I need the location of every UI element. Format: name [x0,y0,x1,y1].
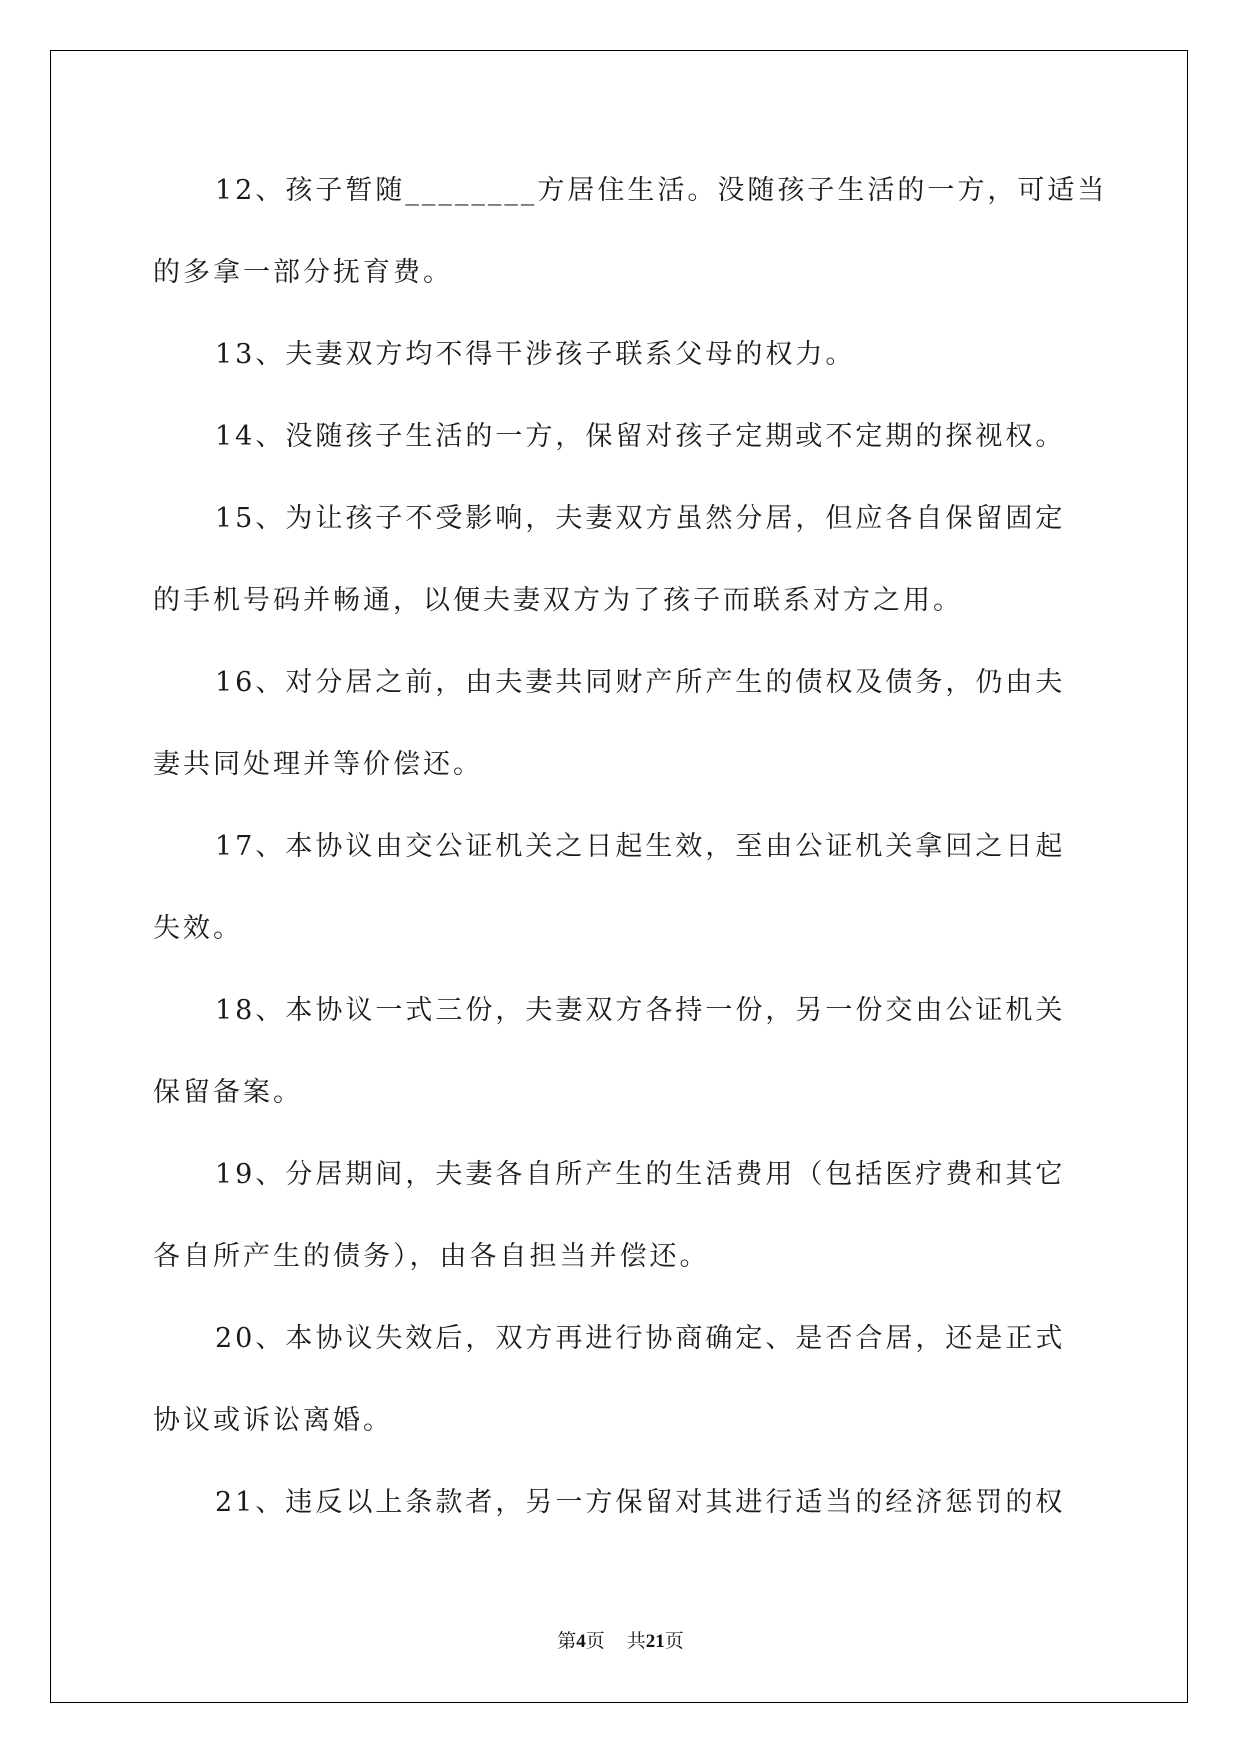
text-line: 失效。 [153,913,243,944]
footer-prefix: 第 [557,1630,577,1652]
text-line: 19、分居期间，夫妻各自所产生的生活费用（包括医疗费和其它 [215,1159,1066,1190]
footer-total-suffix: 页 [664,1630,684,1652]
text-line: 14、没随孩子生活的一方，保留对孩子定期或不定期的探视权。 [215,421,1066,452]
text-line: 16、对分居之前，由夫妻共同财产所产生的债权及债务，仍由夫 [215,667,1066,698]
footer-total-prefix: 共 [626,1630,646,1652]
total-page-count: 21 [645,1631,665,1652]
footer-page-suffix: 页 [585,1630,605,1652]
document-body [153,166,1108,1560]
text-line: 12、孩子暂随________方居住生活。没随孩子生活的一方，可适当 [215,175,1108,206]
text-line: 妻共同处理并等价偿还。 [153,749,483,780]
page-number-footer [0,1627,1241,1656]
text-line: 21、违反以上条款者，另一方保留对其进行适当的经济惩罚的权 [215,1487,1066,1518]
text-line: 15、为让孩子不受影响，夫妻双方虽然分居，但应各自保留固定 [215,503,1066,534]
text-line: 17、本协议由交公证机关之日起生效，至由公证机关拿回之日起 [215,831,1066,862]
text-line: 13、夫妻双方均不得干涉孩子联系父母的权力。 [215,339,856,370]
current-page-number: 4 [576,1631,586,1652]
text-line: 18、本协议一式三份，夫妻双方各持一份，另一份交由公证机关 [215,995,1066,1026]
text-line: 20、本协议失效后，双方再进行协商确定、是否合居，还是正式 [215,1323,1066,1354]
text-line: 的多拿一部分抚育费。 [153,257,453,288]
text-line: 保留备案。 [153,1077,303,1108]
text-line: 各自所产生的债务），由各自担当并偿还。 [153,1241,710,1272]
text-line: 的手机号码并畅通，以便夫妻双方为了孩子而联系对方之用。 [153,585,963,616]
text-line: 协议或诉讼离婚。 [153,1405,393,1436]
